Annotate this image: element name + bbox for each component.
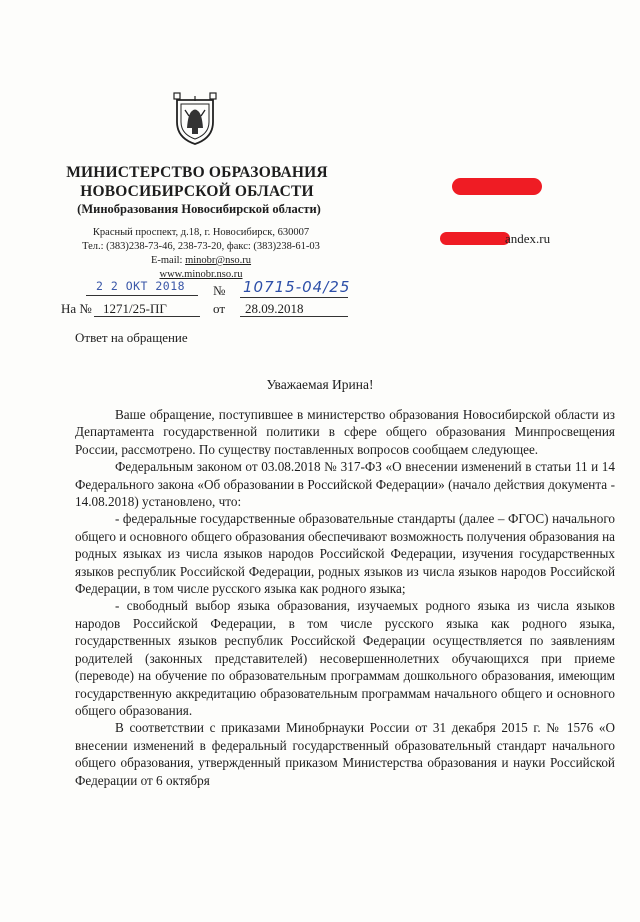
outgoing-number: 10715-04/25 [243, 278, 351, 296]
ref-number: 1271/25-ПГ [103, 301, 167, 316]
ref-date-line [240, 316, 348, 317]
body-paragraph-4: - свободный выбор языка образования, изучаемых родного языка из числа языков народов Российской Федерации, в том числе русского языка как родного языка, государственных языков республик Российской Федерации осуществляется по заявлениям родителей (законных представителей) несовершеннолетних обучающихся при приеме (переводе) на обучение по образовательным программам дошкольного образования, имеющим государственную аккредитацию образовательным программам начального общего и основного общего образования. [75, 598, 615, 718]
date-stamp: 2 2 ОКТ 2018 [96, 279, 186, 293]
body-paragraph-5: В соответствии с приказами Минобрнауки России от 31 декабря 2015 г. № 1576 «О внесении изменений в федеральный государственный образовательный стандарт начального общего образования, утвержденный приказом Министерства образования и науки Российской Федерации от 6 октября [75, 720, 615, 788]
redacted-recipient-email [440, 232, 510, 245]
ministry-title-line1: МИНИСТЕРСТВО ОБРАЗОВАНИЯ [66, 164, 328, 181]
email-label: E-mail: [150, 255, 186, 266]
ministry-phones: Тел.: (383)238-73-46, 238-73-20, факс: (383)238-61-03 [82, 241, 320, 252]
ministry-short-name: (Минобразования Новосибирской области) [77, 202, 321, 216]
date-line [86, 295, 198, 296]
ref-number-line [94, 316, 200, 317]
ministry-email-line [56, 254, 346, 268]
ministry-website-link[interactable]: www.minobr.nso.ru [159, 269, 243, 280]
recipient-email-suffix: andex.ru [505, 231, 551, 246]
novosibirsk-coat-of-arms-icon [172, 92, 218, 146]
letter-body [75, 406, 615, 789]
ref-from-label: от [213, 301, 226, 316]
number-sign: № [213, 283, 226, 298]
body-paragraph-2: Федеральным законом от 03.08.2018 № 317-ФЗ «О внесении изменений в статьи 11 и 14 Федерального закона «Об образовании в Российской Федерации» (начало действия документа - 14.08.2018) установлено, что: [75, 459, 615, 510]
letter-subject: Ответ на обращение [75, 330, 188, 345]
outgoing-number-line [240, 297, 348, 298]
redacted-recipient-name [452, 178, 542, 195]
ministry-title-line2: НОВОСИБИРСКОЙ ОБЛАСТИ [80, 183, 314, 200]
ref-date: 28.09.2018 [245, 301, 304, 316]
salutation: Уважаемая Ирина! [266, 377, 374, 392]
body-paragraph-3: - федеральные государственные образовательные стандарты (далее – ФГОС) начального общего и основного общего образования обеспечивают возможность получения образования на родных языках из числа языков народов Российской Федерации, изучения государственных языков республик Российской Федерации, родных языков из числа языков народов Российской Федерации, в том числе русского языка как родного языка; [75, 511, 615, 597]
ministry-email-link[interactable]: minobr@nso.ru [185, 255, 252, 266]
ref-label: На № [61, 301, 92, 316]
body-paragraph-1: Ваше обращение, поступившее в министерство образования Новосибирской области из Департамента государственной политики в сфере общего образования Минпросвещения России, рассмотрено. По существу поставленных вопросов сообщаем следующее. [75, 407, 615, 457]
ministry-address: Красный проспект, д.18, г. Новосибирск, 630007 [92, 227, 310, 238]
